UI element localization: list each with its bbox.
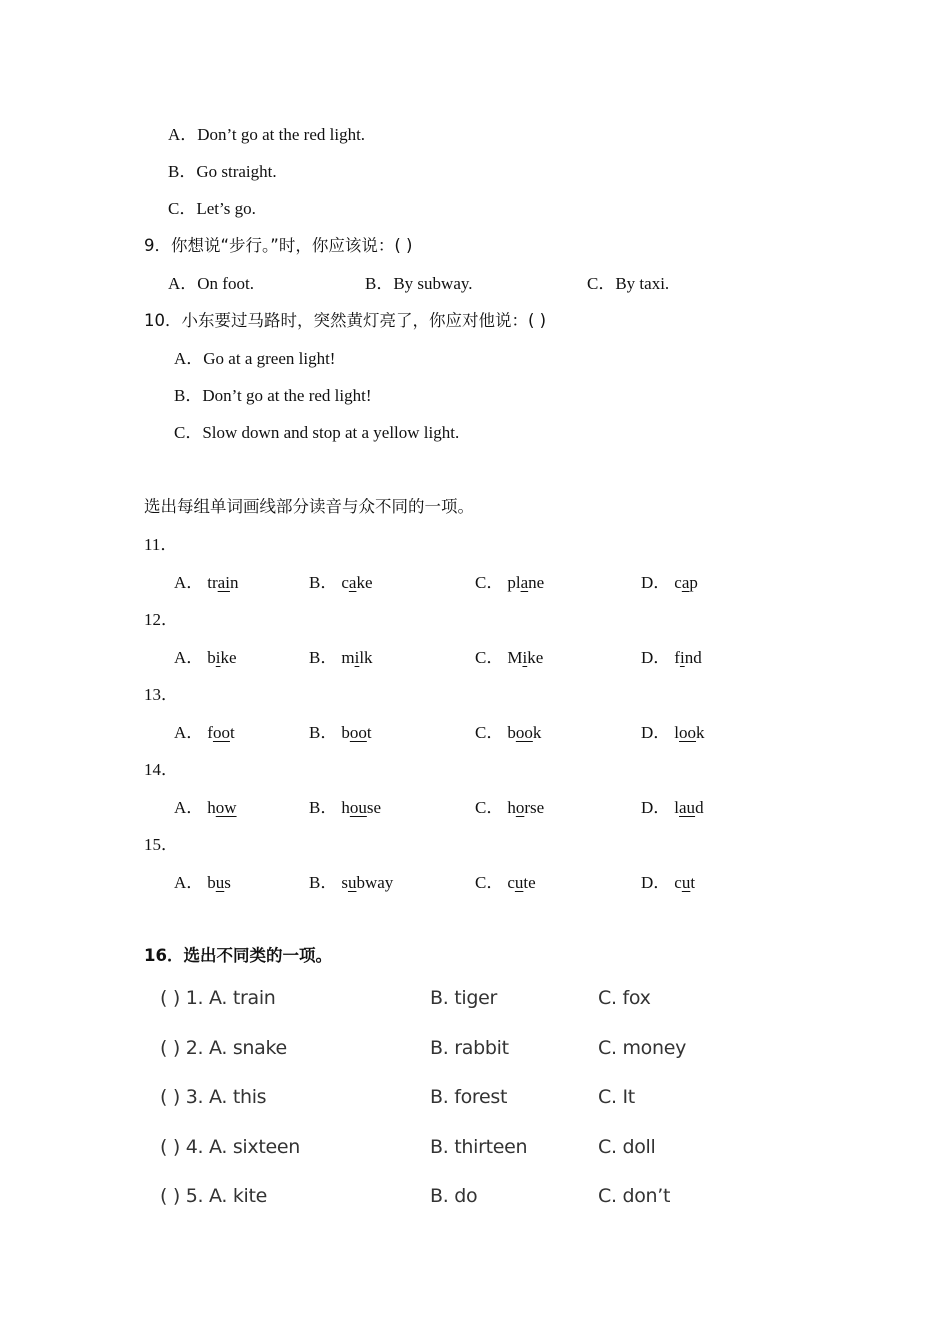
underlined-letters: u [215,873,225,892]
question-number: 15． [144,835,178,854]
option-label: C． [475,573,504,592]
option-label: B． [309,873,338,892]
option-label: A． [174,723,204,742]
phonics-option: C． book [475,723,542,742]
q9-stem: 9．你想说“步行。”时，你应该说：( ) [144,236,413,255]
phonics-option: C． plane [475,573,545,592]
option-label: D． [641,723,671,742]
underlined-letters: u [681,873,691,892]
q16-title: 选出不同类的一项。 [183,946,332,965]
q16-row-left: ( ) 4. A. sixteen [160,1136,301,1158]
option-label: B． [309,573,338,592]
underlined-letters: i [354,648,360,667]
phonics-option: C． horse [475,798,545,817]
underlined-letters: a [348,573,357,592]
option-label: A． [174,648,204,667]
phonics-option: B． subway [309,873,394,892]
option-label: C． [475,648,504,667]
phonics-option: D． cap [641,573,698,592]
option-label: D． [641,573,671,592]
phonics-option: D． look [641,723,705,742]
option-label: B． [309,723,338,742]
q16-option-b: B. rabbit [430,1037,509,1059]
q10-option-a: A．Go at a green light! [174,349,336,368]
q9-option-b: B．By subway. [365,274,473,293]
underlined-letters: ai [217,573,230,592]
underlined-letters: oo [349,723,367,742]
underlined-letters: i [679,648,685,667]
underlined-letters: a [520,573,529,592]
option-label: D． [641,648,671,667]
question-number: 13． [144,685,178,704]
phonics-option: A． train [174,573,239,592]
q16-option-b: B. tiger [430,987,498,1009]
question-number: 12． [144,610,178,629]
q16-option-c: C. It [598,1086,635,1108]
underlined-letters: au [679,798,696,817]
phonics-option: C． Mike [475,648,544,667]
phonics-option: A． foot [174,723,235,742]
underlined-letters: oo [212,723,230,742]
phonics-option: B． cake [309,573,373,592]
option-label: C． [475,873,504,892]
q9-option-c: C．By taxi. [587,274,670,293]
option-label: C． [475,798,504,817]
q16-option-b: B. forest [430,1086,508,1108]
underlined-letters: oo [515,723,533,742]
q16-option-c: C. money [598,1037,687,1059]
underlined-letters: i [215,648,221,667]
underlined-letters: oo [679,723,697,742]
underlined-letters: ow [215,798,237,817]
phonics-option: B． boot [309,723,372,742]
phonics-option: C． cute [475,873,536,892]
option-label: A． [174,573,204,592]
phonics-option: D． laud [641,798,704,817]
underlined-letters: u [514,873,524,892]
q16-option-c: C. fox [598,987,651,1009]
q10-stem: 10．小东要过马路时，突然黄灯亮了，你应对他说：( ) [144,311,547,330]
phonics-option: B． milk [309,648,373,667]
phonics-option: D． cut [641,873,696,892]
option-label: B． [309,648,338,667]
underlined-letters: o [515,798,525,817]
q16-option-c: C. doll [598,1136,656,1158]
underlined-letters: u [347,873,357,892]
q10-option-b: B．Don’t go at the red light! [174,386,372,405]
q16-option-b: B. do [430,1185,478,1207]
phonics-option: D． find [641,648,702,667]
option-label: A． [174,873,204,892]
q16-row-left: ( ) 2. A. snake [160,1037,287,1059]
option-label: D． [641,798,671,817]
section-instruction: 选出每组单词画线部分读音与众不同的一项。 [144,497,474,516]
phonics-option: B． house [309,798,382,817]
q8-option-b: B．Go straight. [168,162,277,181]
q8-option-c: C．Let’s go. [168,199,256,218]
phonics-option: A． bus [174,873,231,892]
question-number: 11． [144,535,178,554]
q16-row-left: ( ) 3. A. this [160,1086,267,1108]
q10-option-c: C．Slow down and stop at a yellow light. [174,423,460,442]
underlined-letters: a [681,573,690,592]
option-label: D． [641,873,671,892]
phonics-option: A． bike [174,648,237,667]
underlined-letters: i [522,648,528,667]
q16-heading [144,945,332,967]
q16-number: 16． [144,946,184,965]
option-label: B． [309,798,338,817]
q9-option-a: A．On foot. [168,274,254,293]
option-label: A． [174,798,204,817]
q16-row-left: ( ) 5. A. kite [160,1185,268,1207]
phonics-option: A． how [174,798,237,817]
q16-option-b: B. thirteen [430,1136,528,1158]
q16-option-c: C. don’t [598,1185,671,1207]
underlined-letters: ou [349,798,367,817]
question-number: 14． [144,760,178,779]
q16-row-left: ( ) 1. A. train [160,987,276,1009]
option-label: C． [475,723,504,742]
q8-option-a: A．Don’t go at the red light. [168,125,366,144]
